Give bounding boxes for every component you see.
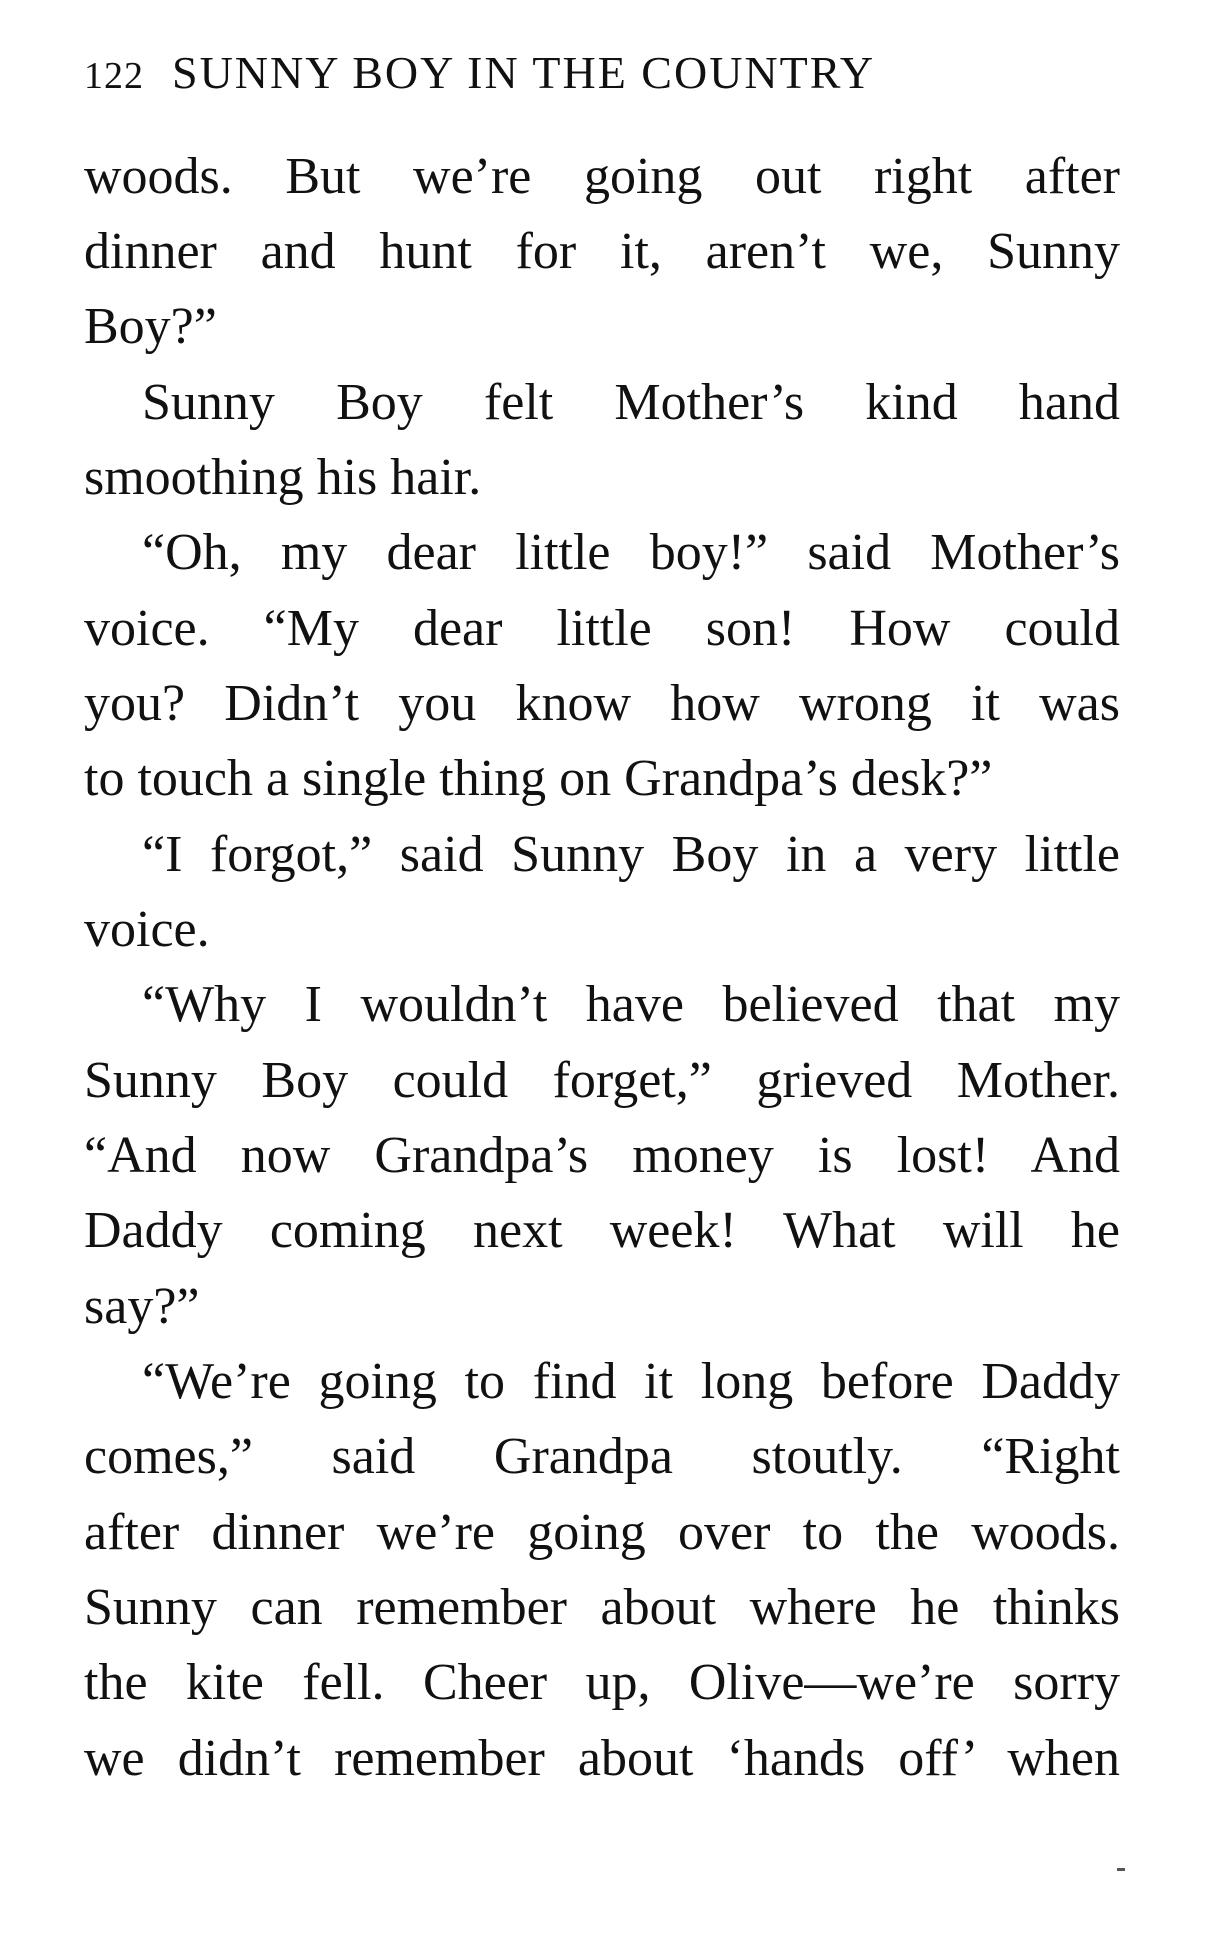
text-line: voice. “My dear little son! How could xyxy=(84,600,1120,657)
text-line: voice. xyxy=(84,901,210,958)
page-number: 122 xyxy=(84,55,144,97)
text-line: dinner and hunt for it, aren’t we, Sunny xyxy=(84,223,1120,280)
text-line: smoothing his hair. xyxy=(84,449,482,506)
text-line: Boy?” xyxy=(84,298,217,355)
paragraph-start-line: “I forgot,” said Sunny Boy in a very little xyxy=(142,826,1120,883)
paragraph-start-line: “We’re going to find it long before Daddy xyxy=(142,1353,1120,1410)
text-line: say?” xyxy=(84,1278,200,1335)
text-line: after dinner we’re going over to the woods. xyxy=(84,1504,1120,1561)
scan-speck xyxy=(1117,1868,1125,1871)
text-line: we didn’t remember about ‘hands off’ when xyxy=(84,1730,1120,1787)
text-line: the kite fell. Cheer up, Olive—we’re sorry xyxy=(84,1654,1120,1711)
text-line: you? Didn’t you know how wrong it was xyxy=(84,675,1120,732)
text-line: Daddy coming next week! What will he xyxy=(84,1202,1120,1259)
paragraph-start-line: “Why I wouldn’t have believed that my xyxy=(142,976,1120,1033)
text-line: Sunny Boy could forget,” grieved Mother. xyxy=(84,1052,1120,1109)
text-line: Sunny can remember about where he thinks xyxy=(84,1579,1120,1636)
text-line: “And now Grandpa’s money is lost! And xyxy=(84,1127,1120,1184)
text-line: to touch a single thing on Grandpa’s desk?” xyxy=(84,750,993,807)
text-line: comes,” said Grandpa stoutly. “Right xyxy=(84,1428,1120,1485)
paragraph-start-line: Sunny Boy felt Mother’s kind hand xyxy=(142,374,1120,431)
running-title: SUNNY BOY IN THE COUNTRY xyxy=(172,47,876,98)
running-head xyxy=(84,38,1124,108)
paragraph-start-line: “Oh, my dear little boy!” said Mother’s xyxy=(142,524,1120,581)
text-line: woods. But we’re going out right after xyxy=(84,148,1120,205)
